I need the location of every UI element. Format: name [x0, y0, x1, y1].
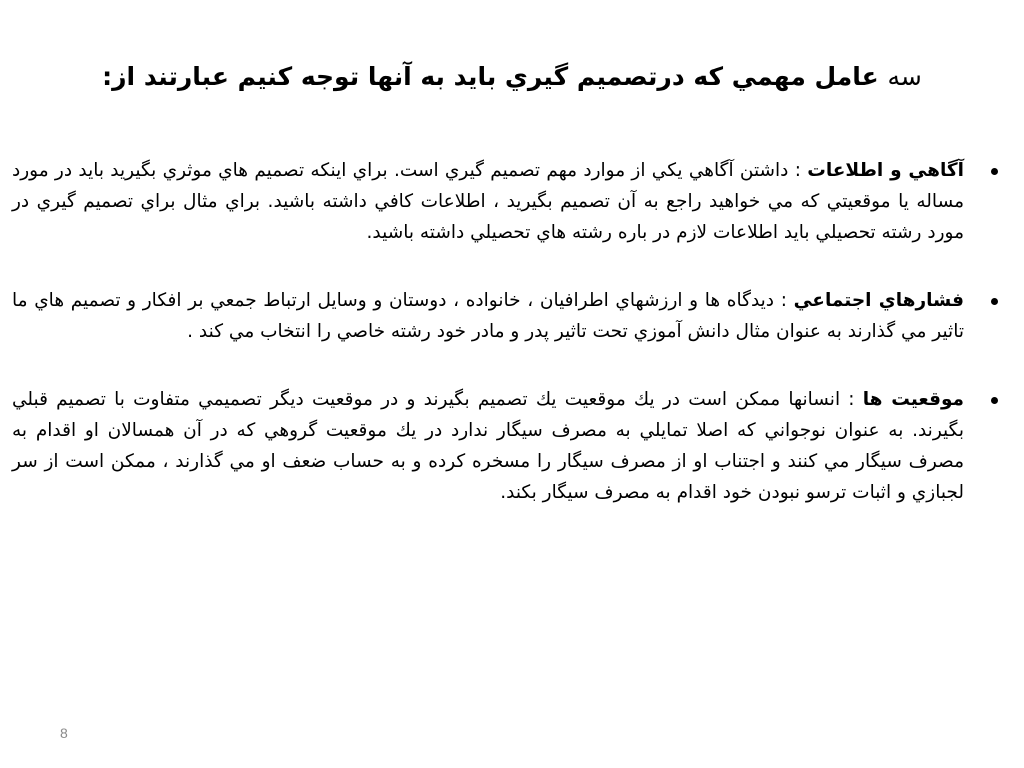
bullet-term: موقعيت ها — [862, 389, 965, 410]
page-number: 8 — [60, 725, 68, 741]
bullet-list — [12, 155, 1006, 508]
bullet-item-situations — [12, 384, 1006, 508]
bullet-text: انسانها ممکن است در يك موقعيت يك تصميم بگيرند و در موقعيت ديگر تصميمي متفاوت با تصميم قبلي بگيرند. به عنوان نوجواني که اصلا تمايلي به مصرف سيگار ندارد در يك موقعيت گروهي که در آن همسالان او اقدام به مصرف سيگار مي کنند و اجتناب او از مصرف سيگار را مسخره کرده و به حساب ضعف او مي گذارند ، ممکن است از سر لجبازي و اثبات ترسو نبودن خود اقدام به مصرف سيگار بکند. — [12, 389, 964, 503]
bullet-dot-icon — [991, 168, 998, 175]
bullet-text: داشتن آگاهي يکي از موارد مهم تصميم گيري است. براي اينکه تصميم هاي موثري بگيريد بايد در مورد مساله يا موقعيتي که مي خواهيد راجع به آن تصميم بگيريد ، اطلاعات کافي داشته باشيد. براي مثال براي تصميم گيري در مورد رشته تحصيلي بايد اطلاعات لازم در باره رشته هاي تحصيلي داشته باشيد. — [12, 160, 964, 243]
bullet-dot-icon — [991, 397, 998, 404]
bullet-text: ديدگاه ها و ارزشهاي اطرافيان ، خانواده ، دوستان و وسايل ارتباط جمعي بر افکار و تصميم هاي ما تاثير مي گذارند به عنوان مثال دانش آموزي تحت تاثير پدر و مادر خود رشته خاصي را انتخاب مي کند . — [12, 290, 964, 342]
bullet-dot-icon — [991, 298, 998, 305]
slide-title-lead: سه — [887, 61, 922, 91]
bullet-term: فشارهاي اجتماعي — [793, 290, 964, 311]
slide-title — [40, 61, 984, 94]
bullet-item-awareness — [12, 155, 1006, 248]
bullet-item-social-pressure — [12, 285, 1006, 347]
bullet-term: آگاهي و اطلاعات — [807, 160, 964, 181]
slide-title-rest: عامل مهمي که درتصميم گيري بايد به آنها توجه کنيم عبارتند از: — [102, 61, 879, 91]
bullet-separator: : — [840, 389, 863, 410]
bullet-separator: : — [774, 290, 794, 311]
bullet-separator: : — [788, 160, 808, 181]
